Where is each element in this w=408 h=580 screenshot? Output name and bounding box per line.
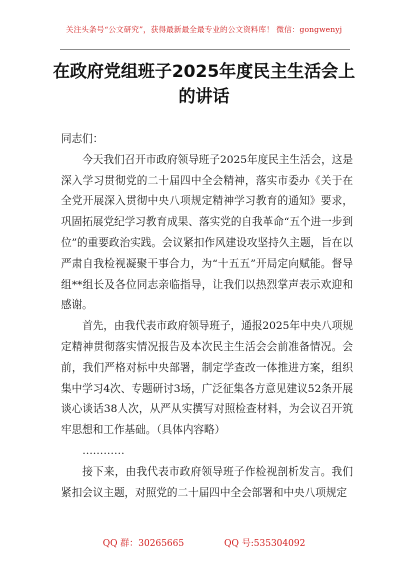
paragraph-ellipsis: ………… bbox=[82, 444, 125, 457]
paragraph-next: 接下来，由我代表市政府领导班子作检视剖析发言。我们紧扣会议主题，对照党的二十届四中全会部署和中央八项规定 bbox=[61, 465, 353, 499]
salutation: 同志们： bbox=[61, 133, 104, 145]
document-body bbox=[61, 129, 353, 503]
document-title bbox=[40, 60, 368, 110]
title-line-1: 在政府党组班子2025年度民主生活会上 bbox=[52, 62, 356, 82]
paragraph-opening: 今天我们召开市政府领导班子2025年度民主生活会，这是深入学习贯彻党的二十届四中全会精神，落实市委办《关于在全党开展深入贯彻中央八项规定精神学习教育的通知》要求，巩固拓展党纪学习教育成果、落实党的自我革命“五个进一步到位”的重要政治实践。会议紧扣作风建设攻坚持久主题，旨在以严肃自我检视凝聚干事合力，为“十五五”开局定向赋能。督导组**组长及各位同志亲临指导，让我们以热烈掌声表示欢迎和感谢。 bbox=[61, 153, 353, 312]
paragraph-report: 首先，由我代表市政府领导班子，通报2025年中央八项规定精神贯彻落实情况报告及本次民主生活会会前准备情况。会前，我们严格对标中央部署，制定学查改一体推进方案，组织集中学习4次、专题研讨3场，广泛征集各方意见建议52条开展谈心谈话38人次，从严从实撰写对照检查材料，为会议召开筑牢思想和工作基础。（具体内容略） bbox=[61, 320, 353, 437]
footer-contact bbox=[0, 536, 408, 549]
title-line-2: 的讲话 bbox=[178, 87, 230, 107]
footer-qq-group: QQ 群：30265665 bbox=[102, 539, 185, 549]
footer-qq-number: QQ 号:535304092 bbox=[224, 539, 306, 549]
header-divider bbox=[60, 49, 350, 50]
header-banner: 关注头条号“公文研究”，获得最新最全最专业的公文资料库！ 微信：gongwenyj bbox=[65, 25, 343, 34]
